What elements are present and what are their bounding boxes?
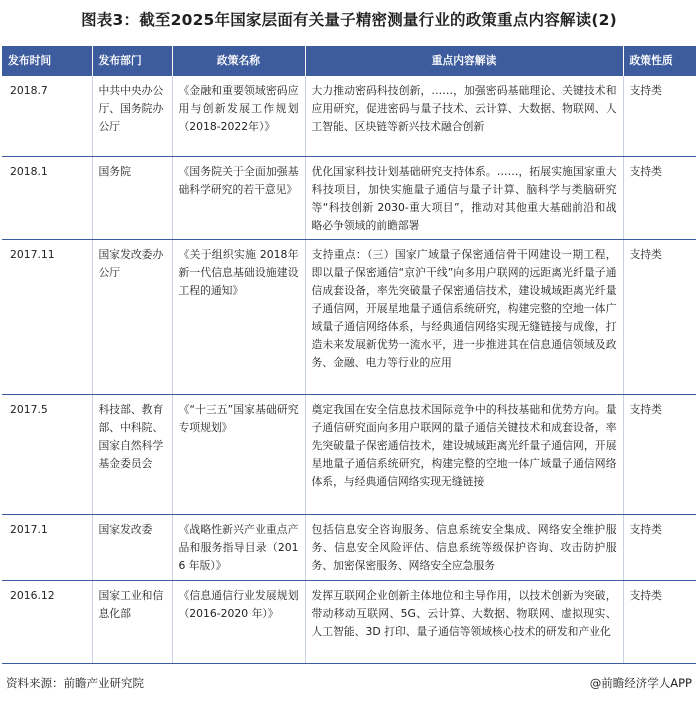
cell-policy-name: 《关于组织实施 2018年新一代信息基础设施建设工程的通知》 — [172, 239, 305, 394]
cell-nature: 支持类 — [623, 580, 696, 663]
cell-nature: 支持类 — [623, 514, 696, 580]
cell-policy-name: 《金融和重要领域密码应用与创新发展工作规划（2018-2022年）》 — [172, 76, 305, 156]
cell-nature: 支持类 — [623, 394, 696, 514]
table-row — [2, 514, 696, 580]
cell-dept: 中共中央办公厅、国务院办公厅 — [92, 76, 172, 156]
table-row — [2, 394, 696, 514]
cell-policy-name: 《国务院关于全面加强基础科学研究的若干意见》 — [172, 156, 305, 239]
cell-content: 包括信息安全咨询服务、信息系统安全集成、网络安全维护服务、信息安全风险评估、信息系统等级保护咨询、攻击防护服务、加密保密服务、网络安全应急服务 — [305, 514, 623, 580]
cell-date: 2017.1 — [2, 514, 92, 580]
cell-nature: 支持类 — [623, 156, 696, 239]
cell-dept: 国务院 — [92, 156, 172, 239]
cell-content: 发挥互联网企业创新主体地位和主导作用，以技术创新为突破，带动移动互联网、5G、云计算、大数据、物联网、虚拟现实、人工智能、3D 打印、量子通信等领域核心技术的研发和产业化 — [305, 580, 623, 663]
cell-policy-name: 《“十三五”国家基础研究专项规划》 — [172, 394, 305, 514]
header-dept: 发布部门 — [92, 46, 172, 76]
cell-date: 2017.11 — [2, 239, 92, 394]
table-row — [2, 239, 696, 394]
cell-date: 2018.7 — [2, 76, 92, 156]
header-policy-name: 政策名称 — [172, 46, 305, 76]
table-row — [2, 156, 696, 239]
cell-content: 奠定我国在安全信息技术国际竞争中的科技基础和优势方向。量子通信研究面向多用户联网的量子通信关键技术和成套设备，率先突破量子保密通信技术，建设城域距离光纤量子通信网，开展星地量子通信系统研究，构建完整的空地一体广域量子通信网络体系，与经典通信网络实现无缝链接 — [305, 394, 623, 514]
cell-content: 大力推动密码科技创新，……，加强密码基础理论、关键技术和应用研究，促进密码与量子技术、云计算、大数据、物联网、人工智能、区块链等新兴技术融合创新 — [305, 76, 623, 156]
brand-credit: @前瞻经济学人APP — [589, 676, 692, 690]
source-note: 资料来源：前瞻产业研究院 — [6, 676, 144, 690]
cell-content: 优化国家科技计划基础研究支持体系。……，拓展实施国家重大科技项目，加快实施量子通信与量子计算、脑科学与类脑研究等“科技创新 2030-重大项目”，推动对其他重大基础前沿和战略必争领域的前瞻部署 — [305, 156, 623, 239]
table-title: 图表3：截至2025年国家层面有关量子精密测量行业的政策重点内容解读(2) — [81, 11, 617, 29]
table-row — [2, 76, 696, 156]
cell-date: 2016.12 — [2, 580, 92, 663]
policy-table — [2, 46, 696, 664]
cell-policy-name: 《战略性新兴产业重点产品和服务指导目录（2016 年版）》 — [172, 514, 305, 580]
cell-policy-name: 《信息通信行业发展规划（2016-2020 年）》 — [172, 580, 305, 663]
cell-dept: 国家发改委办公厅 — [92, 239, 172, 394]
table-row — [2, 580, 696, 663]
cell-dept: 科技部、教育部、中科院、国家自然科学基金委员会 — [92, 394, 172, 514]
cell-content: 支持重点：（三）国家广域量子保密通信骨干网建设一期工程，即以量子保密通信“京沪干线”向多用户联网的远距离光纤量子通信成套设备，率先突破量子保密通信技术，建设城域距离光纤量子通信网，开展星地量子通信系统研究，构建完整的空地一体广域量子通信网络体系，与经典通信网络实现无缝链接与成像，打造未来发展新优势一流水平，进一步推进其在信息通信领域及政务、金融、电力等行业的应用 — [305, 239, 623, 394]
cell-nature: 支持类 — [623, 239, 696, 394]
header-nature: 政策性质 — [623, 46, 696, 76]
header-date: 发布时间 — [2, 46, 92, 76]
header-content: 重点内容解读 — [305, 46, 623, 76]
cell-dept: 国家发改委 — [92, 514, 172, 580]
cell-date: 2018.1 — [2, 156, 92, 239]
cell-nature: 支持类 — [623, 76, 696, 156]
cell-date: 2017.5 — [2, 394, 92, 514]
header-row — [2, 46, 696, 76]
cell-dept: 国家工业和信息化部 — [92, 580, 172, 663]
